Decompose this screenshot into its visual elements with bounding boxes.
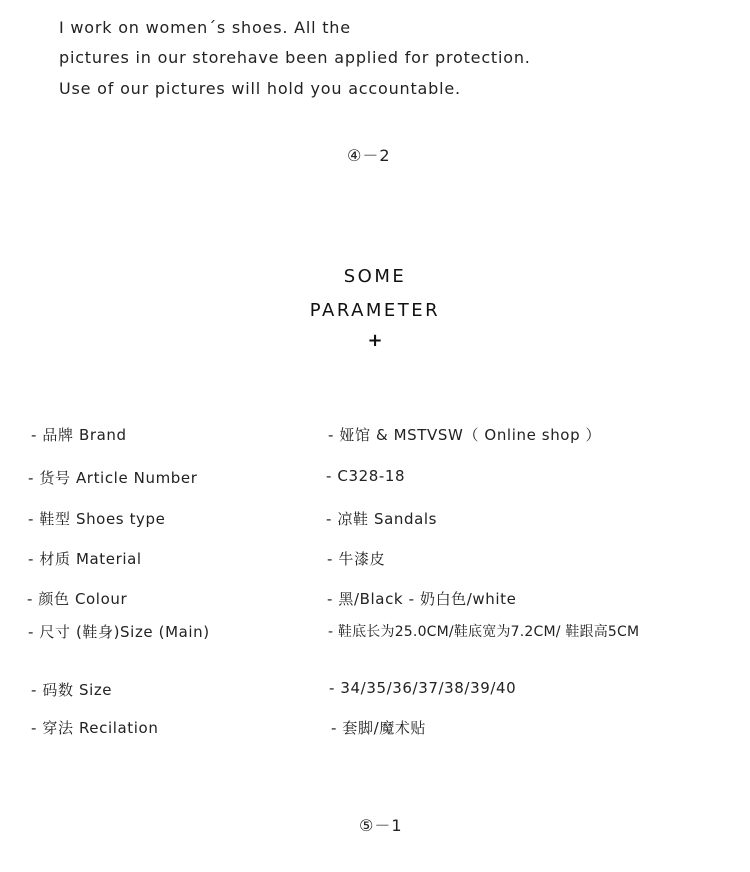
param-value: - 娅馆 & MSTVSW（ Online shop ） xyxy=(328,426,602,444)
param-value: - 34/35/36/37/38/39/40 xyxy=(329,679,517,697)
plus-icon: + xyxy=(367,330,383,351)
param-label: - 穿法 Recilation xyxy=(31,719,159,737)
notice-line-1: I work on women´s shoes. All the xyxy=(59,18,351,37)
param-value: - 鞋底长为25.0CM/鞋底宽为7.2CM/ 鞋跟高5CM xyxy=(328,624,640,640)
notice-line-2: pictures in our storehave been applied for protection. xyxy=(59,48,531,67)
param-label: - 颜色 Colour xyxy=(27,590,128,608)
param-value: - 套脚/魔术贴 xyxy=(331,719,427,737)
param-value: - C328-18 xyxy=(326,467,406,485)
param-label: - 尺寸 (鞋身)Size (Main) xyxy=(28,623,210,641)
param-value: - 牛漆皮 xyxy=(327,550,386,568)
section-title-line-1: SOME xyxy=(343,266,407,287)
param-label: - 码数 Size xyxy=(31,681,113,699)
param-value: - 凉鞋 Sandals xyxy=(326,510,438,528)
param-label: - 材质 Material xyxy=(28,550,142,568)
notice-line-3: Use of our pictures will hold you accountable. xyxy=(59,79,461,98)
param-label: - 品牌 Brand xyxy=(31,426,127,444)
section-title-line-2: PARAMETER xyxy=(309,300,441,321)
param-label: - 鞋型 Shoes type xyxy=(28,510,166,528)
param-value: - 黑/Black - 奶白色/white xyxy=(327,590,517,608)
page-mark-bottom: ⑤－1 xyxy=(359,816,403,835)
param-label: - 货号 Article Number xyxy=(28,469,198,487)
page-mark-top: ④－2 xyxy=(347,146,391,165)
